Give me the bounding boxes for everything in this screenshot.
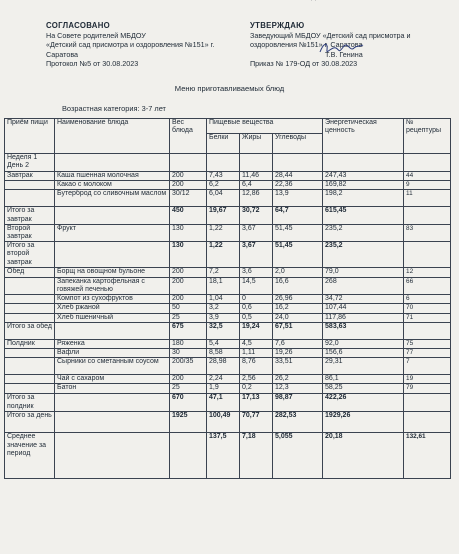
cell-energy: 1929,26	[323, 412, 404, 433]
total-row	[5, 433, 451, 479]
cell-recipe: 79	[404, 384, 451, 394]
age-category: Возрастная категория: 3-7 лет	[62, 104, 166, 113]
table-row	[5, 224, 451, 241]
cell-weight: 25	[170, 384, 207, 394]
cell-proteins: 7,2	[207, 267, 240, 277]
cell-carbs: 22,36	[273, 181, 323, 190]
table-row	[5, 358, 451, 375]
cell-meal: Завтрак	[5, 172, 55, 181]
cell-weight: 180	[170, 339, 207, 348]
table-row	[5, 277, 451, 294]
cell-carbs: 26,96	[273, 295, 323, 304]
cell-recipe: 12	[404, 267, 451, 277]
cell-weight: 200/35	[170, 358, 207, 375]
cell-carbs: 13,9	[273, 190, 323, 207]
approval-block-left	[46, 21, 251, 69]
week-day-empty	[55, 154, 170, 172]
cell-weight: 200	[170, 375, 207, 384]
cell-recipe: 44	[404, 172, 451, 181]
cell-dish: Вафли	[55, 349, 170, 358]
cell-carbs: 19,26	[273, 349, 323, 358]
approval-left-line4: Протокол №5 от 30.08.2023	[46, 59, 139, 69]
week-day-label: Неделя 1 День 2	[5, 154, 55, 172]
cell-fats: 11,46	[240, 172, 273, 181]
cell-fats: 19,24	[240, 322, 273, 339]
cell-meal	[5, 375, 55, 384]
cell-dish: Сырники со сметанным соусом	[55, 358, 170, 375]
approval-title-right: УТВЕРЖДАЮ	[250, 21, 305, 30]
cell-meal	[5, 349, 55, 358]
cell-carbs: 51,45	[273, 224, 323, 241]
cell-proteins: 8,58	[207, 349, 240, 358]
cell-carbs: 16,6	[273, 277, 323, 294]
cell-fats: 6,4	[240, 181, 273, 190]
week-day-empty	[273, 154, 323, 172]
cell-dish: Борщ на овощном бульоне	[55, 267, 170, 277]
cell-proteins: 19,67	[207, 207, 240, 224]
cell-energy: 92,0	[323, 339, 404, 348]
cut-header-right	[282, 0, 328, 1]
table-row	[5, 190, 451, 207]
cell-proteins: 6,04	[207, 190, 240, 207]
approval-title-left: СОГЛАСОВАНО	[46, 21, 111, 30]
cell-energy: 235,2	[323, 242, 404, 268]
cell-dish	[55, 242, 170, 268]
approval-right-line2: оздоровления №151» г. Саратова	[250, 40, 363, 50]
cell-meal: Итого за второй завтрак	[5, 242, 55, 268]
cell-energy: 29,31	[323, 358, 404, 375]
handwritten-signature	[318, 40, 364, 56]
cell-energy: 235,2	[323, 224, 404, 241]
cell-energy: 268	[323, 277, 404, 294]
col-dish: Наименование блюда	[55, 119, 170, 154]
cell-dish: Хлеб ржаной	[55, 304, 170, 313]
menu-table	[4, 118, 451, 479]
cell-weight: 200	[170, 181, 207, 190]
cell-dish: Хлеб пшеничный	[55, 313, 170, 322]
total-row	[5, 242, 451, 268]
cell-recipe: 71	[404, 313, 451, 322]
cell-energy: 79,0	[323, 267, 404, 277]
cell-energy: 247,43	[323, 172, 404, 181]
cell-proteins: 5,4	[207, 339, 240, 348]
cell-dish: Запеканка картофельная с говяжей печенью	[55, 277, 170, 294]
cell-carbs: 67,51	[273, 322, 323, 339]
col-weight: Вес блюда	[170, 119, 207, 154]
cell-recipe: 75	[404, 339, 451, 348]
cut-header-left	[46, 0, 99, 1]
cell-meal	[5, 190, 55, 207]
cell-weight: 30	[170, 349, 207, 358]
cell-proteins: 18,1	[207, 277, 240, 294]
menu-table-body	[5, 154, 451, 479]
table-row	[5, 304, 451, 313]
cell-energy: 583,63	[323, 322, 404, 339]
table-row	[5, 181, 451, 190]
cell-weight: 200	[170, 295, 207, 304]
cell-dish	[55, 433, 170, 479]
cell-recipe: 6	[404, 295, 451, 304]
cell-dish: Компот из сухофруктов	[55, 295, 170, 304]
cell-proteins: 47,1	[207, 394, 240, 412]
cell-recipe: 11	[404, 190, 451, 207]
cell-fats: 7,18	[240, 433, 273, 479]
cell-dish	[55, 322, 170, 339]
table-row	[5, 375, 451, 384]
col-carbs: Углеводы	[273, 134, 323, 154]
menu-title: Меню приготавливаемых блюд	[174, 84, 285, 93]
cell-fats: 70,77	[240, 412, 273, 433]
table-row	[5, 267, 451, 277]
cell-energy: 20,18	[323, 433, 404, 479]
cell-carbs: 33,51	[273, 358, 323, 375]
cell-dish	[55, 394, 170, 412]
cell-fats: 0	[240, 295, 273, 304]
cell-carbs: 24,0	[273, 313, 323, 322]
cell-proteins: 1,22	[207, 224, 240, 241]
cell-recipe	[404, 242, 451, 268]
table-row	[5, 339, 451, 348]
cell-carbs: 98,87	[273, 394, 323, 412]
cell-carbs: 16,2	[273, 304, 323, 313]
cell-fats: 8,76	[240, 358, 273, 375]
cell-carbs: 5,055	[273, 433, 323, 479]
cell-carbs: 26,2	[273, 375, 323, 384]
cell-weight: 675	[170, 322, 207, 339]
cell-weight: 130	[170, 242, 207, 268]
cell-proteins: 28,98	[207, 358, 240, 375]
cell-proteins: 1,04	[207, 295, 240, 304]
cell-energy: 156,6	[323, 349, 404, 358]
table-row	[5, 349, 451, 358]
cell-energy: 58,25	[323, 384, 404, 394]
cell-fats: 3,67	[240, 224, 273, 241]
approval-left-line2: «Детский сад присмотра и оздоровления №151» г.	[46, 40, 215, 50]
cell-carbs: 12,3	[273, 384, 323, 394]
cell-proteins: 7,43	[207, 172, 240, 181]
cell-energy: 86,1	[323, 375, 404, 384]
approval-left-line1: На Совете родителей МБДОУ	[46, 30, 146, 40]
cell-dish: Чай с сахаром	[55, 375, 170, 384]
cell-proteins: 1,9	[207, 384, 240, 394]
table-row	[5, 295, 451, 304]
cell-meal: Полдник	[5, 339, 55, 348]
col-proteins: Белки	[207, 134, 240, 154]
cell-weight: 30/12	[170, 190, 207, 207]
cell-dish: Ряженка	[55, 339, 170, 348]
cell-proteins: 3,2	[207, 304, 240, 313]
week-day-empty	[404, 154, 451, 172]
cell-meal: Среднее значение за период	[5, 433, 55, 479]
cell-energy: 169,82	[323, 181, 404, 190]
approval-right-line4: Приказ № 179-ОД от 30.08.2023	[250, 59, 358, 69]
cell-weight: 450	[170, 207, 207, 224]
cell-proteins: 100,49	[207, 412, 240, 433]
total-row	[5, 207, 451, 224]
cell-meal	[5, 181, 55, 190]
cell-weight: 50	[170, 304, 207, 313]
cell-weight	[170, 433, 207, 479]
cell-carbs: 2,0	[273, 267, 323, 277]
cell-proteins: 32,5	[207, 322, 240, 339]
col-energy: Энергетическая ценность	[323, 119, 404, 154]
cell-recipe: 77	[404, 349, 451, 358]
cell-dish: Бутерброд со сливочным маслом	[55, 190, 170, 207]
cell-meal: Итого за полдник	[5, 394, 55, 412]
cell-meal	[5, 358, 55, 375]
cell-fats: 4,5	[240, 339, 273, 348]
cell-meal: Обед	[5, 267, 55, 277]
cell-fats: 1,11	[240, 349, 273, 358]
cell-fats: 0,5	[240, 313, 273, 322]
cell-recipe: 19	[404, 375, 451, 384]
total-row	[5, 394, 451, 412]
cell-energy: 34,72	[323, 295, 404, 304]
cell-weight: 130	[170, 224, 207, 241]
cell-proteins: 1,22	[207, 242, 240, 268]
cell-dish: Каша пшенная молочная	[55, 172, 170, 181]
week-day-empty	[323, 154, 404, 172]
cell-fats: 17,13	[240, 394, 273, 412]
cell-dish	[55, 412, 170, 433]
cell-weight: 200	[170, 172, 207, 181]
cell-meal	[5, 384, 55, 394]
cell-dish	[55, 207, 170, 224]
cell-meal	[5, 313, 55, 322]
cell-recipe	[404, 394, 451, 412]
cell-proteins: 137,5	[207, 433, 240, 479]
cell-fats: 3,6	[240, 267, 273, 277]
cell-energy: 117,86	[323, 313, 404, 322]
cell-meal: Итого за обед	[5, 322, 55, 339]
cell-recipe: 9	[404, 181, 451, 190]
table-row	[5, 384, 451, 394]
cell-carbs: 28,44	[273, 172, 323, 181]
cell-meal	[5, 277, 55, 294]
total-row	[5, 322, 451, 339]
cell-dish: Батон	[55, 384, 170, 394]
cell-proteins: 3,9	[207, 313, 240, 322]
cell-fats: 12,86	[240, 190, 273, 207]
col-recipe: № рецептуры	[404, 119, 451, 154]
cell-dish: Какао с молоком	[55, 181, 170, 190]
cell-meal	[5, 295, 55, 304]
cell-meal: Итого за завтрак	[5, 207, 55, 224]
cell-fats: 30,72	[240, 207, 273, 224]
week-day-empty	[207, 154, 240, 172]
cell-meal: Итого за день	[5, 412, 55, 433]
table-row	[5, 313, 451, 322]
cell-fats: 0,2	[240, 384, 273, 394]
total-row	[5, 412, 451, 433]
cell-proteins: 6,2	[207, 181, 240, 190]
cell-energy: 615,45	[323, 207, 404, 224]
week-day-empty	[170, 154, 207, 172]
cell-recipe: 83	[404, 224, 451, 241]
week-day-empty	[240, 154, 273, 172]
col-meal: Приём пищи	[5, 119, 55, 154]
cell-recipe: 66	[404, 277, 451, 294]
cell-meal: Второй завтрак	[5, 224, 55, 241]
cell-weight: 1925	[170, 412, 207, 433]
cell-recipe	[404, 412, 451, 433]
approval-right-line3: Т.В. Генина	[325, 49, 363, 59]
col-nutrients: Пищевые вещества	[207, 119, 323, 134]
cell-energy: 198,2	[323, 190, 404, 207]
cell-carbs: 7,6	[273, 339, 323, 348]
cell-weight: 200	[170, 277, 207, 294]
cell-meal	[5, 304, 55, 313]
cell-energy: 107,44	[323, 304, 404, 313]
cell-recipe: 70	[404, 304, 451, 313]
approval-right-line1: Заведующий МБДОУ «Детский сад присмотра и	[250, 30, 411, 40]
cell-energy: 422,26	[323, 394, 404, 412]
cell-weight: 25	[170, 313, 207, 322]
approval-left-line3: Саратова	[46, 49, 79, 59]
cell-recipe	[404, 207, 451, 224]
table-row	[5, 172, 451, 181]
cell-fats: 14,5	[240, 277, 273, 294]
cell-carbs: 51,45	[273, 242, 323, 268]
cell-carbs: 64,7	[273, 207, 323, 224]
cell-weight: 670	[170, 394, 207, 412]
cell-recipe: 7	[404, 358, 451, 375]
cell-dish: Фрукт	[55, 224, 170, 241]
cell-carbs: 282,53	[273, 412, 323, 433]
cell-fats: 3,67	[240, 242, 273, 268]
cell-recipe: 132,61	[404, 433, 451, 479]
cell-recipe	[404, 322, 451, 339]
cell-fats: 2,56	[240, 375, 273, 384]
cell-weight: 200	[170, 267, 207, 277]
cell-proteins: 2,24	[207, 375, 240, 384]
cell-fats: 0,6	[240, 304, 273, 313]
col-fats: Жиры	[240, 134, 273, 154]
